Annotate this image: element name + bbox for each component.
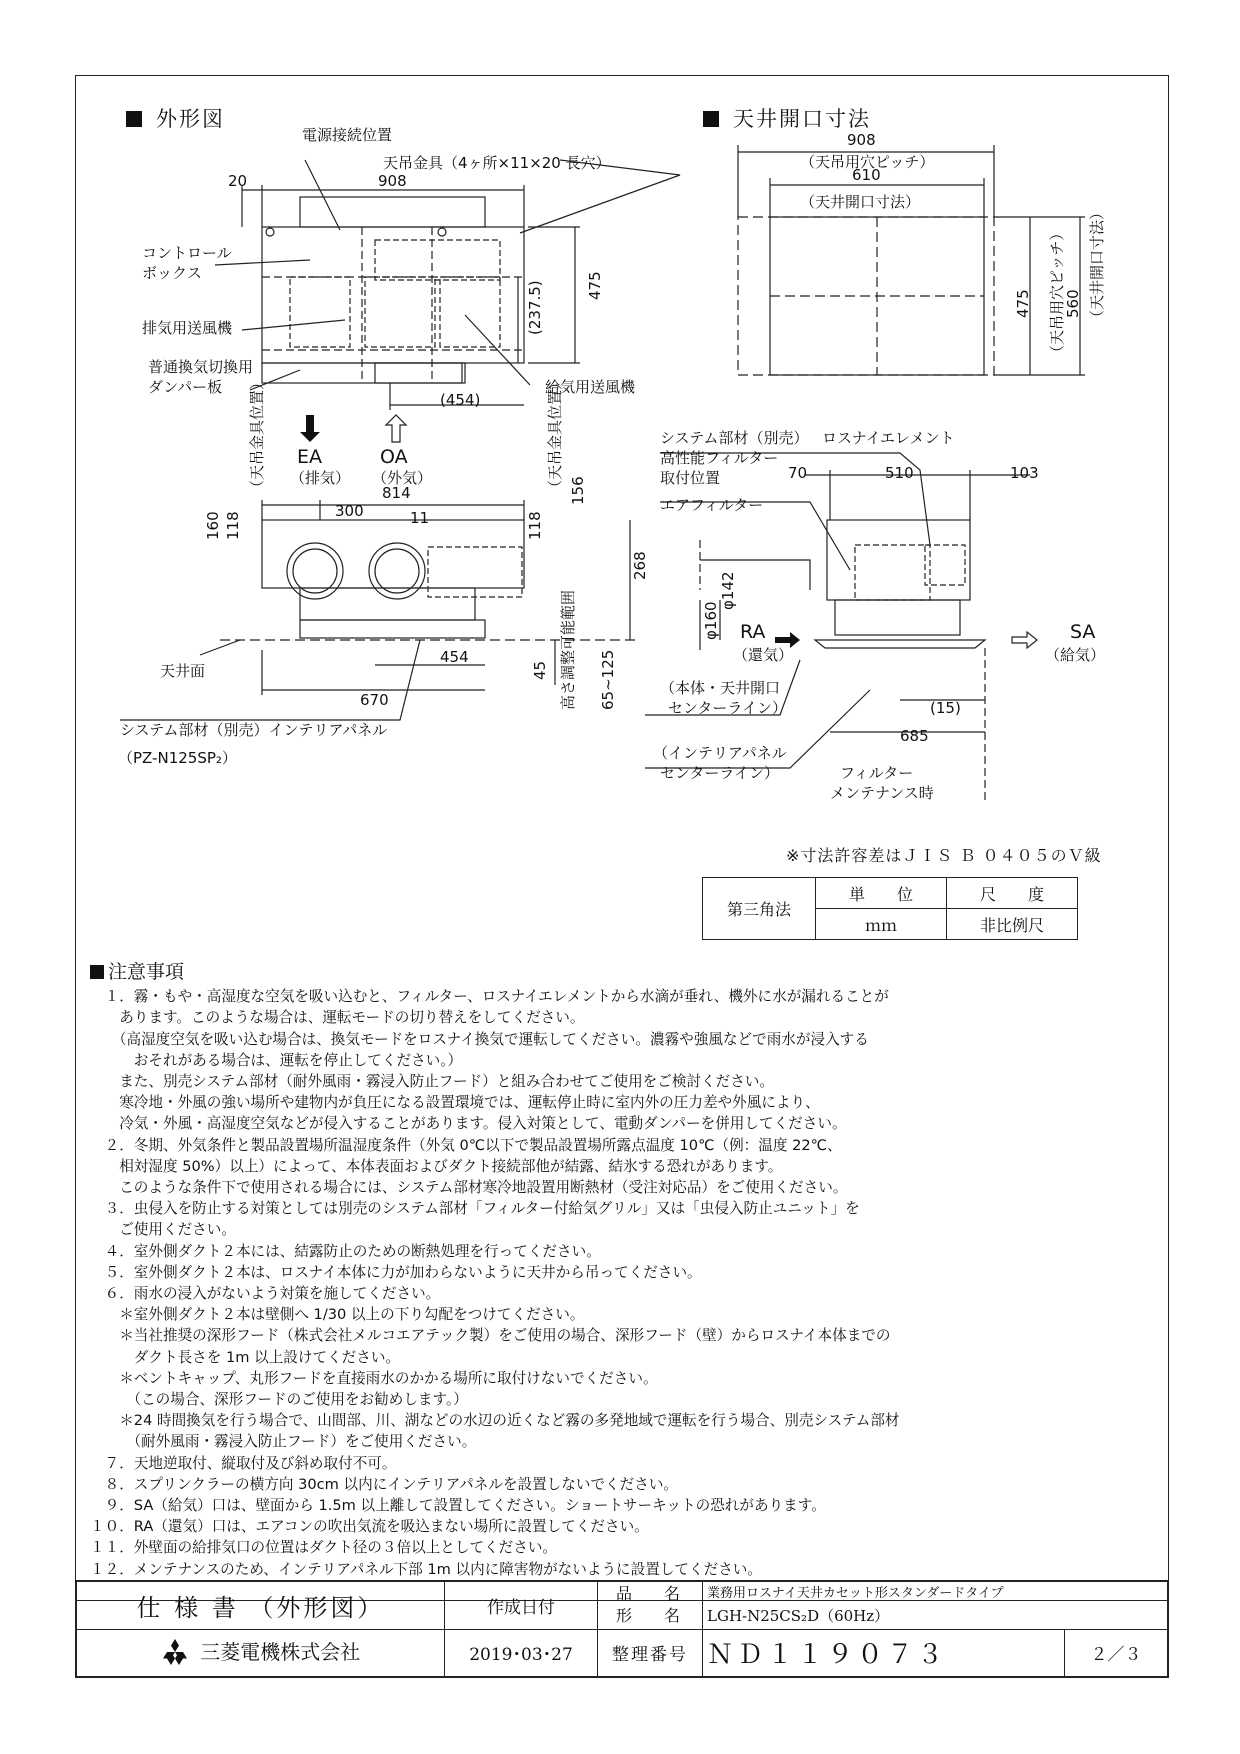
dim-156: 156	[569, 476, 587, 505]
note-line: ＊室外側ダクト２本は壁側へ 1/30 以上の下り勾配をつけてください。	[90, 1306, 585, 1324]
dim-908b: 908	[847, 131, 876, 149]
dim-118a: 118	[224, 511, 242, 540]
note-line: １０．RA（還気）口は、エアコンの吹出気流を吸込まない場所に設置してください。	[90, 1518, 649, 1536]
dim-475b: 475	[1014, 289, 1032, 318]
dim-510: 510	[885, 464, 914, 482]
label-opening-v: （天井開口寸法）	[1088, 204, 1106, 325]
dim-118b: 118	[526, 511, 544, 540]
dim-670: 670	[360, 691, 389, 709]
label-ra-sub: （還気）	[733, 646, 794, 664]
label-center-2: センターライン）	[668, 699, 787, 717]
label-hanger-pitch: （天吊用穴ピッチ）	[800, 153, 935, 171]
scale-header: 尺 度	[947, 878, 1078, 909]
note-line: （耐外風雨・霧浸入防止フード）をご使用ください。	[90, 1433, 477, 1451]
note-line: １．霧・もや・高湿度な空気を吸い込むと、フィルター、ロスナイエレメントから水滴が垂れ、機外に水が漏れることが	[90, 988, 889, 1006]
label-adjust-range: 高さ調整可能範囲	[559, 589, 577, 710]
note-line: ＊ベントキャップ、丸形フードを直接雨水のかかる場所に取付けないでください。	[90, 1369, 658, 1387]
note-line: また、別売システム部材（耐外風雨・霧浸入防止フード）と組み合わせてご使用をご検討ください。	[90, 1073, 775, 1091]
note-line: ＊24 時間換気を行う場合で、山間部、川、湖などの水辺の近くなど霧の多発地域で運転を行う場合、別売システム部材	[90, 1412, 900, 1430]
note-line: 寒冷地・外風の強い場所や建物内が負圧になる設置環境では、運転停止時に室内外の圧力差や外風により、	[90, 1094, 820, 1112]
note-line: おそれがある場合は、運転を停止してください。）	[90, 1051, 463, 1069]
dim-454a: (454)	[440, 391, 481, 409]
notes-section	[90, 962, 1150, 1580]
dim-103: 103	[1010, 464, 1039, 482]
label-system-filter-3: 取付位置	[660, 469, 721, 487]
label-filter-maint-2: メンテナンス時	[830, 784, 934, 802]
notes-list	[90, 986, 1150, 1580]
label-ra: RA	[740, 621, 766, 643]
note-line: このような条件下で使用される場合には、システム部材寒冷地設置用断熱材（受注対応品）をご使用ください。	[90, 1179, 848, 1197]
dim-300: 300	[335, 502, 364, 520]
label-control-box-1: コントロール	[142, 244, 232, 262]
dim-237-5: (237.5)	[526, 280, 544, 335]
section-external-label: 外形図	[156, 107, 225, 131]
note-line: ７．天地逆取付、縦取付及び斜め取付不可。	[90, 1454, 397, 1472]
dim-11: 11	[410, 509, 430, 527]
title-block	[75, 1580, 1169, 1678]
note-line: ６．雨水の浸入がないよう対策を施してください。	[90, 1285, 441, 1303]
label-hanger: 天吊金具（4ヶ所×11×20 長穴）	[383, 154, 611, 172]
section-ceiling-opening-label: 天井開口寸法	[733, 107, 871, 131]
dim-15: (15)	[930, 699, 961, 717]
note-line: ３．虫侵入を防止する対策としては別売のシステム部材「フィルター付給気グリル」又は「虫侵入防止ユニット」を	[90, 1200, 860, 1218]
dim-908a: 908	[378, 172, 407, 190]
page-number: ２／３	[1065, 1629, 1168, 1677]
label-oa-sub: （外気）	[372, 469, 433, 487]
label-opening: （天井開口寸法）	[800, 193, 921, 211]
dim-45: 45	[531, 660, 549, 680]
unit-value: ｍｍ	[816, 909, 947, 940]
scale-value: 非比例尺	[947, 909, 1078, 940]
note-line: １２．メンテナンスのため、インテリアパネル下部 1m 以内に障害物がないように設置してください。	[90, 1560, 762, 1578]
model-label: 形 名	[616, 1606, 681, 1626]
company-name: 三菱電機株式会社	[200, 1639, 361, 1664]
note-line: ８．スプリンクラーの横方向 30cm 以内にインテリアパネルを設置しないでください。	[90, 1475, 679, 1493]
label-damper-2: ダンパー板	[148, 378, 223, 396]
label-power-connection: 電源接続位置	[302, 126, 393, 144]
label-center-1: （本体・天井開口	[660, 679, 781, 697]
note-line: ９．SA（給気）口は、壁面から 1.5m 以上離して設置してください。ショートサーキットの恐れがあります。	[90, 1497, 826, 1515]
note-line: （高湿度空気を吸い込む場合は、換気モードをロスナイ換気で運転してください。濃霧や強風などで雨水が浸入する	[90, 1030, 869, 1048]
dim-70: 70	[788, 464, 808, 482]
label-air-filter: エアフィルター	[660, 496, 764, 514]
doc-title: 仕 様 書 （外形図）	[77, 1582, 445, 1630]
note-line: 冷気・外風・高湿度空気などが侵入することがあります。侵入対策として、電動ダンパーを併用してください。	[90, 1115, 847, 1133]
label-hanger-pos-right: （天吊金具位置）	[546, 374, 564, 495]
dim-phi160: φ160	[702, 601, 720, 640]
label-damper-1: 普通換気切換用	[148, 358, 254, 376]
label-system-filter-1: システム部材（別売）	[660, 429, 809, 447]
dim-685: 685	[900, 727, 929, 745]
label-hanger-pitch-v: （天吊用穴ピッチ）	[1048, 225, 1066, 360]
dim-phi142: φ142	[719, 571, 737, 610]
dim-65-125: 65~125	[599, 649, 617, 710]
label-panel: システム部材（別売）インテリアパネル	[120, 721, 388, 739]
dim-160: 160	[204, 511, 222, 540]
notes-heading	[90, 962, 1150, 983]
dim-560: 560	[1064, 289, 1082, 318]
label-hanger-pos-left: （天吊金具位置）	[248, 374, 266, 495]
label-filter-maint-1: フィルター	[840, 764, 914, 782]
note-line: ５．室外側ダクト２本は、ロスナイ本体に力が加わらないように天井から吊ってください。	[90, 1263, 702, 1281]
note-line: ２．冬期、外気条件と製品設置場所温湿度条件（外気 0℃以下で製品設置場所露点温度 10℃（例：温度 22℃、	[90, 1136, 842, 1154]
label-sa: SA	[1070, 621, 1096, 643]
product-name-label: 品 名	[616, 1584, 681, 1604]
label-panel-center-1: （インテリアパネル	[653, 744, 787, 762]
product-name: 業務用ロスナイ天井カセット形スタンダードタイプ	[707, 1586, 1004, 1602]
ref-label: 整理番号	[598, 1629, 703, 1677]
label-sa-sub: （給気）	[1045, 646, 1106, 664]
dim-20: 20	[228, 172, 248, 190]
label-lossnay-element: ロスナイエレメント	[822, 429, 955, 447]
note-line: あります。このような場合は、運転モードの切り替えをしてください。	[90, 1009, 585, 1027]
note-line: 相対湿度 50%）以上）によって、本体表面およびダクト接続部他が結露、結氷する恐れがあります。	[90, 1157, 783, 1175]
dim-475a: 475	[586, 271, 604, 300]
label-oa: OA	[380, 446, 408, 468]
label-control-box-2: ボックス	[142, 264, 202, 282]
dim-610: 610	[852, 166, 881, 184]
dim-814: 814	[382, 484, 411, 502]
note-line: ダクト長さを 1m 以上設けてください。	[90, 1348, 401, 1366]
label-exhaust-fan: 排気用送風機	[142, 319, 233, 337]
label-panel-center-2: センターライン）	[660, 764, 779, 782]
created-label: 作成日付	[445, 1582, 598, 1630]
note-line: １１．外壁面の給排気口の位置はダクト径の３倍以上としてください。	[90, 1539, 558, 1557]
notes-heading-label: 注意事項	[108, 961, 185, 983]
square-bullet-icon	[90, 965, 104, 979]
label-ea: EA	[297, 446, 323, 468]
note-line: ４．室外側ダクト２本には、結露防止のための断熱処理を行ってください。	[90, 1242, 601, 1260]
dim-268: 268	[631, 551, 649, 580]
label-ea-sub: （排気）	[290, 469, 351, 487]
ceiling-opening-view	[738, 145, 1085, 375]
label-system-filter-2: 高性能フィルター	[660, 449, 779, 467]
ref-number: ＮＤ１１９０７３	[703, 1629, 1065, 1677]
mitsubishi-logo-icon	[161, 1639, 189, 1670]
note-line: ご使用ください。	[90, 1221, 236, 1239]
created-date: 2019･03･27	[445, 1629, 598, 1677]
tolerance-note: ※寸法許容差はＪＩＳ Ｂ ０４０５のＶ級	[786, 846, 1102, 865]
note-line: （この場合、深形フードのご使用をお勧めします。）	[90, 1391, 468, 1409]
top-view	[215, 160, 680, 410]
unit-header: 単 位	[816, 878, 947, 909]
label-panel-model: （PZ-N125SP₂）	[118, 749, 237, 767]
label-supply-fan: 給気用送風機	[545, 378, 636, 396]
model-name: LGH-N25CS₂D（60Hz）	[707, 1607, 890, 1626]
note-line: ＊当社推奨の深形フード（株式会社メルコエアテック製）をご使用の場合、深形フード（壁）からロスナイ本体までの	[90, 1327, 891, 1345]
projection-scale-table	[702, 877, 1078, 940]
dim-454b: 454	[440, 648, 469, 666]
projection-method: 第三角法	[703, 878, 816, 940]
label-ceiling-face: 天井面	[160, 662, 206, 680]
